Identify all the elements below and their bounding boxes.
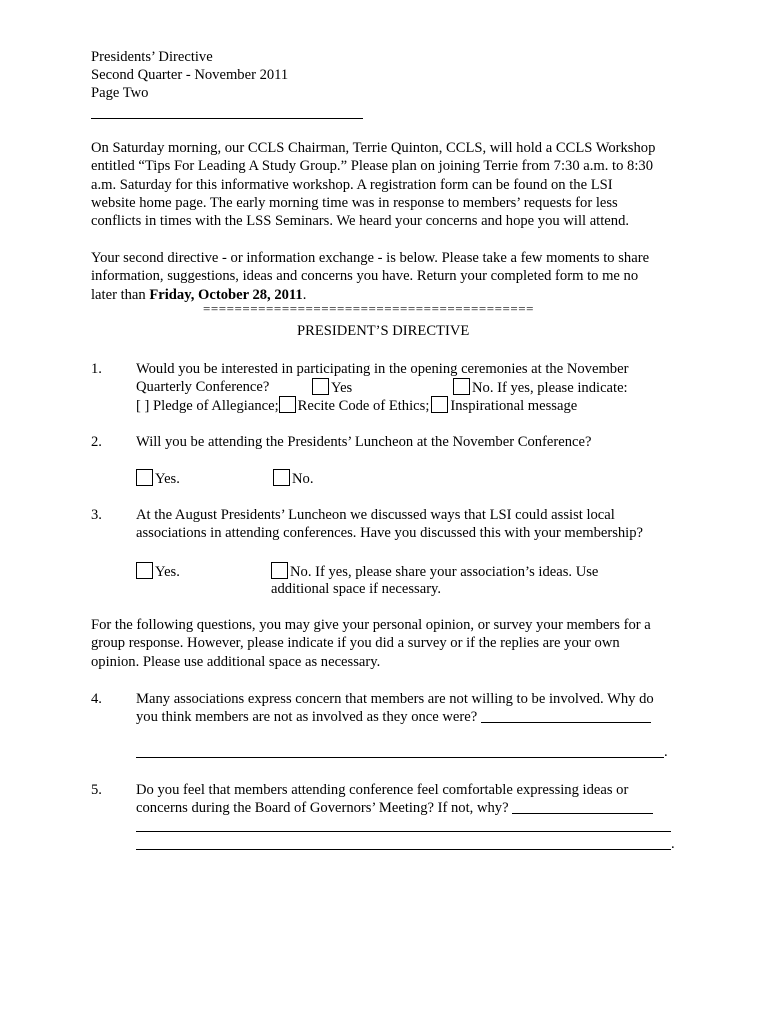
q1-no-option[interactable]: No. If yes, please indicate: xyxy=(453,378,628,397)
q3-no-note: additional space if necessary. xyxy=(271,581,442,597)
following-line: group response. However, please indicate if you did a survey or if the replies are your own xyxy=(91,635,620,652)
q1-pledge-option[interactable]: [ ] Pledge of Allegiance; xyxy=(136,398,279,415)
intro-line: a.m. Saturday for this informative workshop. A registration form can be found on the LSI xyxy=(91,176,613,193)
q3-yes-option[interactable]: Yes. xyxy=(136,562,180,581)
question-1-line2: Quarterly Conference? Yes No. If yes, please indicate: xyxy=(136,379,628,397)
q2-no-option[interactable]: No. xyxy=(273,469,314,488)
q1-inspirational-checkbox[interactable] xyxy=(431,396,448,413)
q3-no-option[interactable]: No. If yes, please share your association’s ideas. Use xyxy=(271,562,598,581)
question-3-line1: At the August Presidents’ Luncheon we discussed ways that LSI could assist local xyxy=(136,507,615,523)
question-1-body xyxy=(136,360,696,416)
question-number: 5. xyxy=(91,782,102,798)
q3-no-checkbox[interactable] xyxy=(271,562,288,579)
question-number: 4. xyxy=(91,691,102,707)
intro-paragraph xyxy=(91,139,691,230)
q2-yes-option[interactable]: Yes. xyxy=(136,469,180,488)
question-1-line1: Would you be interested in participating in the opening ceremonies at the November xyxy=(136,361,629,377)
q1-no-checkbox[interactable] xyxy=(453,378,470,395)
header-rule xyxy=(91,118,363,119)
q1-yes-option[interactable]: Yes xyxy=(312,378,352,397)
second-directive-paragraph xyxy=(91,249,691,304)
intro-line: conflicts in times with the LSS Seminars. We heard your concerns and hope you will attend. xyxy=(91,213,630,230)
q4-end-period: . xyxy=(664,744,668,760)
deadline-date: Friday, October 28, 2011 xyxy=(149,286,303,303)
question-2-text: Will you be attending the Presidents’ Luncheon at the November Conference? xyxy=(136,434,592,450)
question-number: 3. xyxy=(91,507,102,523)
intro-line: entitled “Tips For Leading A Study Group.” Please plan on joining Terrie from 7:30 a.m. to 8:30 xyxy=(91,158,653,175)
directive-title: PRESIDENT’S DIRECTIVE xyxy=(297,323,470,339)
question-3-line2: associations in attending conferences. Have you discussed this with your membership? xyxy=(136,525,644,542)
following-line: For the following questions, you may give your personal opinion, or survey your members for a xyxy=(91,617,651,633)
q1-code-of-ethics-checkbox[interactable] xyxy=(279,396,296,413)
second-line-deadline: later than Friday, October 28, 2011. xyxy=(91,286,307,303)
divider-line: ========================================== xyxy=(203,301,535,316)
question-5-line1: Do you feel that members attending conference feel comfortable expressing ideas or xyxy=(136,782,629,798)
q4-answer-line[interactable] xyxy=(136,757,664,758)
question-4-line1: Many associations express concern that members are not willing to be involved. Why do xyxy=(136,691,654,707)
q5-answer-line-1[interactable] xyxy=(136,831,671,832)
header-title: Presidents’ Directive xyxy=(91,49,213,65)
question-5-line2: concerns during the Board of Governors’ Meeting? If not, why? xyxy=(136,799,696,817)
q2-no-checkbox[interactable] xyxy=(273,469,290,486)
second-line: Your second directive - or information exchange - is below. Please take a few moments to share xyxy=(91,250,650,266)
header-subtitle: Second Quarter - November 2011 xyxy=(91,67,289,83)
q2-yes-checkbox[interactable] xyxy=(136,469,153,486)
q5-answer-line-2[interactable] xyxy=(136,849,671,850)
page-number: Page Two xyxy=(91,85,149,101)
question-number: 2. xyxy=(91,434,102,450)
q5-end-period: . xyxy=(671,836,675,852)
q4-answer-field[interactable] xyxy=(481,709,651,723)
q1-yes-checkbox[interactable] xyxy=(312,378,329,395)
q5-answer-field[interactable] xyxy=(512,800,653,814)
question-1-line3: [ ] Pledge of Allegiance; Recite Code of Ethics; Inspirational message xyxy=(136,398,578,415)
second-line: information, suggestions, ideas and concerns you have. Return your completed form to me no xyxy=(91,268,639,285)
following-paragraph xyxy=(91,616,691,671)
intro-line: website home page. The early morning time was in response to members’ requests for less xyxy=(91,194,618,211)
q3-yes-checkbox[interactable] xyxy=(136,562,153,579)
question-4-line2: you think members are not as involved as they once were? xyxy=(136,708,696,726)
following-line: opinion. Please use additional space as necessary. xyxy=(91,653,381,670)
intro-line: On Saturday morning, our CCLS Chairman, Terrie Quinton, CCLS, will hold a CCLS Workshop xyxy=(91,140,656,156)
question-number: 1. xyxy=(91,361,102,377)
